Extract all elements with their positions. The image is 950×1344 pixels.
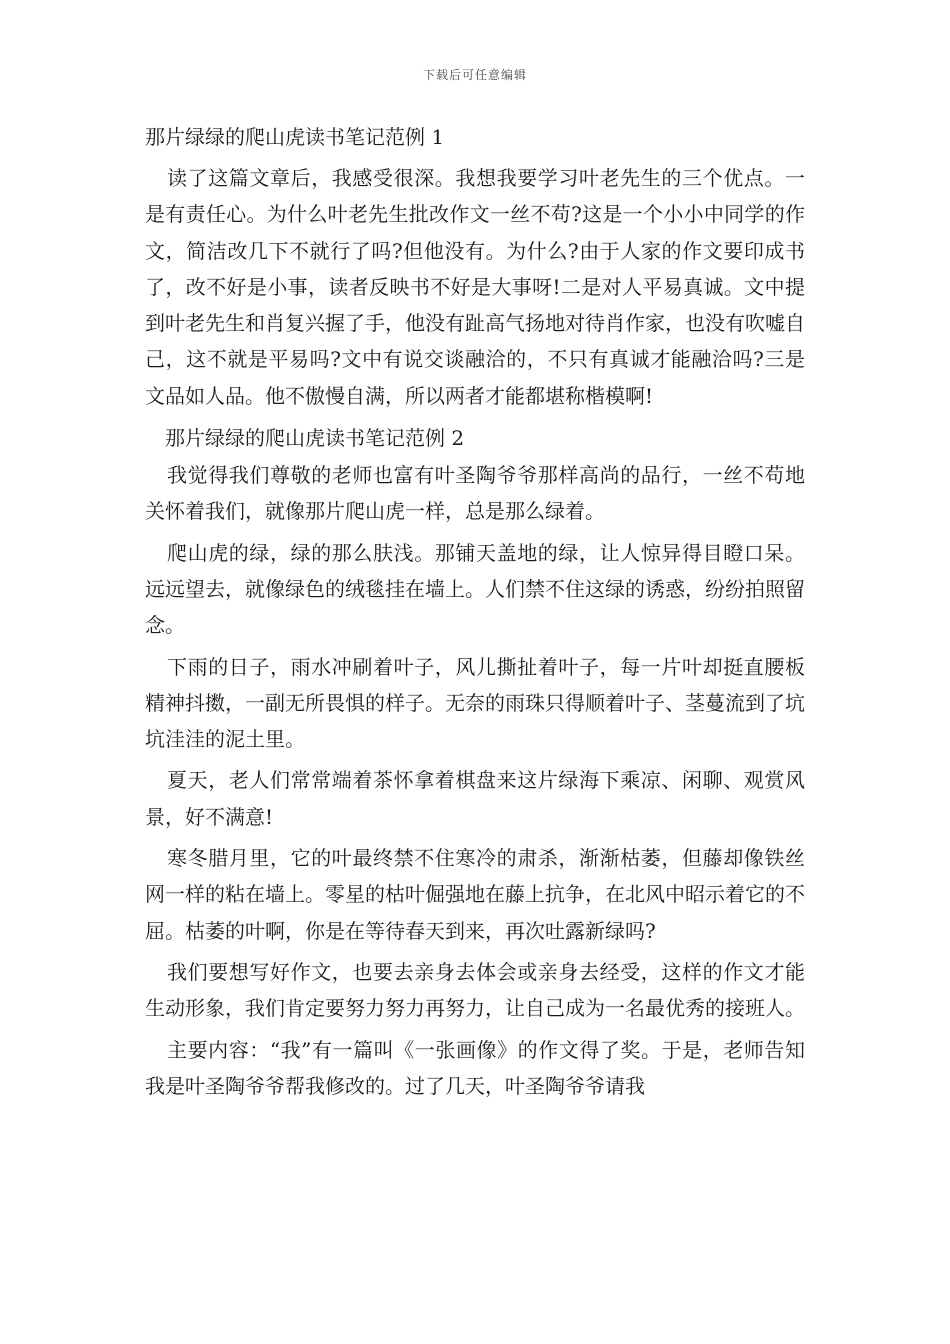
header-note: 下载后可任意编辑 <box>422 68 527 82</box>
paragraph-5: 夏天，老人们常常端着茶怀拿着棋盘来这片绿海下乘凉、闲聊、观赏风景，好不满意! <box>145 768 805 829</box>
section-title-1: 那片绿绿的爬山虎读书笔记范例 1 <box>145 125 445 149</box>
paragraph-8: 主要内容：“我”有一篇叫《一张画像》的作文得了奖。于是，老师告知我是叶圣陶爷爷帮我修改的。过了几天，叶圣陶爷爷请我 <box>145 1037 805 1098</box>
paragraph-1: 读了这篇文章后，我感受很深。我想我要学习叶老先生的三个优点。一是有责任心。为什么叶老先生批改作文一丝不苟?这是一个小小中同学的作文，简洁改几下不就行了吗?但他没有。为什么?由于人家的作文要印成书了，改不好是小事，读者反映书不好是大事呀!二是对人平易真诚。文中提到叶老先生和肖复兴握了手，他没有趾高气扬地对待肖作家，也没有吹嘘自己，这不就是平易吗?文中有说交谈融洽的，不只有真诚才能融洽吗?三是文品如人品。他不傲慢自满，所以两者才能都堪称楷模啊! <box>145 166 805 408</box>
paragraph-4: 下雨的日子，雨水冲刷着叶子，风儿撕扯着叶子，每一片叶却挺直腰板精神抖擞，一副无所畏惧的样子。无奈的雨珠只得顺着叶子、茎蔓流到了坑坑洼洼的泥土里。 <box>145 654 805 752</box>
paragraph-3: 爬山虎的绿，绿的那么肤浅。那铺天盖地的绿，让人惊异得目瞪口呆。远远望去，就像绿色的绒毯挂在墙上。人们禁不住这绿的诱惑，纷纷拍照留念。 <box>145 540 805 638</box>
section-title-2: 那片绿绿的爬山虎读书笔记范例 2 <box>165 426 465 451</box>
paragraph-6: 寒冬腊月里，它的叶最终禁不住寒冷的肃杀，渐渐枯萎，但藤却像铁丝网一样的粘在墙上。零星的枯叶倔强地在藤上抗争，在北风中昭示着它的不屈。枯萎的叶啊，你是在等待春天到来，再次吐露新绿吗? <box>145 846 805 943</box>
paragraph-7: 我们要想写好作文，也要去亲身去体会或亲身去经受，这样的作文才能生动形象，我们肯定要努力努力再努力，让自己成为一名最优秀的接班人。 <box>145 959 805 1021</box>
document-body <box>145 118 805 1109</box>
paragraph-2: 我觉得我们尊敬的老师也富有叶圣陶爷爷那样高尚的品行，一丝不苟地关怀着我们，就像那片爬山虎一样，总是那么绿着。 <box>145 463 805 524</box>
